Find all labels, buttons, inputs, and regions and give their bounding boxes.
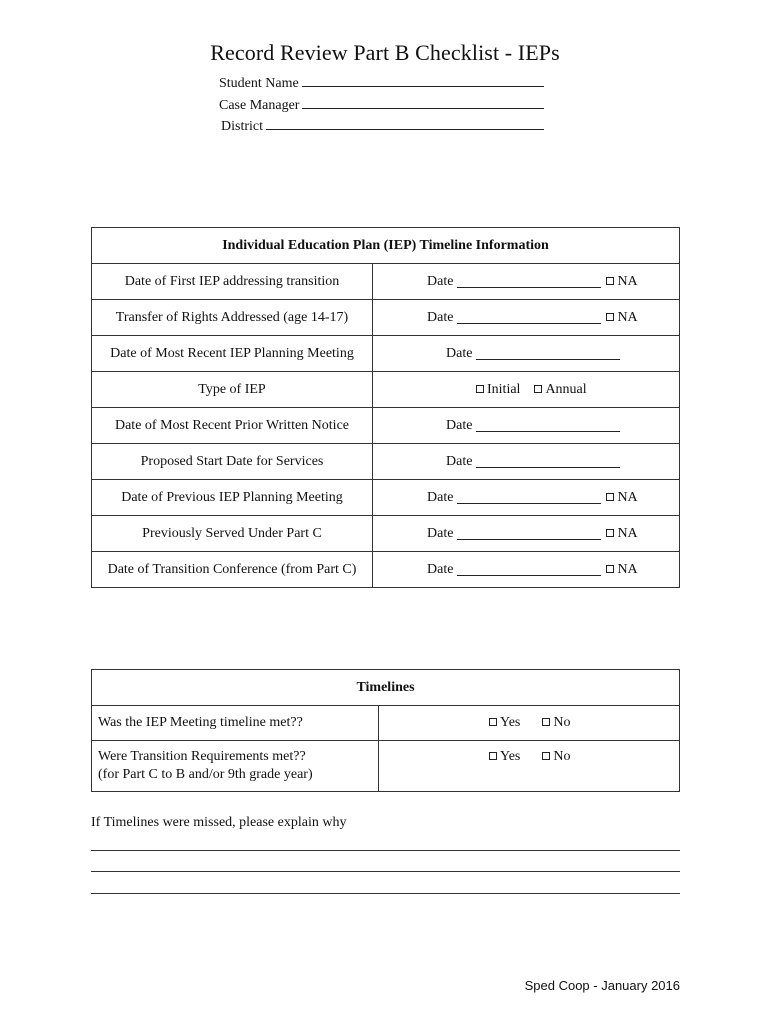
na-checkbox[interactable]: NA — [606, 490, 637, 506]
checkbox-icon — [489, 718, 497, 726]
checkbox-icon — [476, 385, 484, 393]
row-label: Date of Most Recent IEP Planning Meeting — [92, 336, 373, 372]
table-row — [92, 408, 680, 444]
question-subtext: (for Part C to B and/or 9th grade year) — [98, 767, 313, 782]
na-checkbox[interactable]: NA — [606, 310, 637, 326]
table-row — [92, 444, 680, 480]
table-row — [92, 264, 680, 300]
footer-text: Sped Coop - January 2016 — [524, 978, 680, 993]
student-name-blank[interactable] — [302, 74, 544, 87]
checkbox-icon — [534, 385, 542, 393]
yes-checkbox[interactable]: Yes — [489, 749, 520, 765]
date-blank[interactable] — [476, 455, 620, 468]
annual-checkbox[interactable]: Annual — [534, 382, 586, 398]
table-row — [92, 480, 680, 516]
student-name-field[interactable] — [219, 74, 544, 92]
date-label: Date — [427, 489, 454, 505]
checkbox-icon — [542, 718, 550, 726]
date-label: Date — [446, 453, 473, 469]
initial-checkbox[interactable]: Initial — [476, 382, 520, 398]
date-blank[interactable] — [457, 527, 601, 540]
date-blank[interactable] — [457, 563, 601, 576]
timelines-table — [91, 669, 680, 792]
na-checkbox[interactable]: NA — [606, 526, 637, 542]
explain-line[interactable] — [91, 850, 680, 851]
row-label: Date of Transition Conference (from Part C) — [92, 552, 373, 588]
date-blank[interactable] — [476, 419, 620, 432]
date-label: Date — [427, 525, 454, 541]
row-label: Date of Most Recent Prior Written Notice — [92, 408, 373, 444]
case-manager-blank[interactable] — [302, 96, 544, 109]
district-field[interactable] — [221, 117, 544, 135]
question-label: Were Transition Requirements met?? — [98, 749, 306, 764]
checkbox-icon — [606, 529, 614, 537]
row-label: Type of IEP — [92, 372, 373, 408]
date-blank[interactable] — [457, 491, 601, 504]
question-label: Was the IEP Meeting timeline met?? — [92, 706, 379, 741]
district-label: District — [221, 119, 263, 134]
page-title: Record Review Part B Checklist - IEPs — [210, 40, 560, 65]
timelines-heading: Timelines — [92, 670, 680, 706]
date-label: Date — [427, 561, 454, 577]
district-blank[interactable] — [266, 117, 544, 130]
checkbox-icon — [542, 752, 550, 760]
date-label: Date — [446, 417, 473, 433]
row-label: Transfer of Rights Addressed (age 14-17) — [92, 300, 373, 336]
iep-table-heading: Individual Education Plan (IEP) Timeline Information — [92, 228, 680, 264]
date-blank[interactable] — [476, 347, 620, 360]
no-checkbox[interactable]: No — [542, 749, 570, 765]
date-blank[interactable] — [457, 275, 601, 288]
iep-timeline-table — [91, 227, 680, 588]
date-blank[interactable] — [457, 311, 601, 324]
table-row — [92, 300, 680, 336]
row-label: Date of Previous IEP Planning Meeting — [92, 480, 373, 516]
case-manager-label: Case Manager — [219, 98, 300, 113]
checkbox-icon — [606, 565, 614, 573]
explain-line[interactable] — [91, 893, 680, 894]
row-label: Date of First IEP addressing transition — [92, 264, 373, 300]
checkbox-icon — [606, 493, 614, 501]
checkbox-icon — [606, 313, 614, 321]
table-row — [92, 552, 680, 588]
table-row — [92, 516, 680, 552]
table-row — [92, 741, 680, 792]
explain-line[interactable] — [91, 871, 680, 872]
explain-prompt: If Timelines were missed, please explain why — [91, 815, 347, 830]
date-label: Date — [427, 273, 454, 289]
checkbox-icon — [489, 752, 497, 760]
table-row — [92, 336, 680, 372]
na-checkbox[interactable]: NA — [606, 274, 637, 290]
yes-checkbox[interactable]: Yes — [489, 715, 520, 731]
checkbox-icon — [606, 277, 614, 285]
date-label: Date — [427, 309, 454, 325]
table-row — [92, 372, 680, 408]
row-label: Previously Served Under Part C — [92, 516, 373, 552]
row-label: Proposed Start Date for Services — [92, 444, 373, 480]
table-row — [92, 706, 680, 741]
student-name-label: Student Name — [219, 76, 299, 91]
na-checkbox[interactable]: NA — [606, 562, 637, 578]
case-manager-field[interactable] — [219, 96, 544, 114]
date-label: Date — [446, 345, 473, 361]
no-checkbox[interactable]: No — [542, 715, 570, 731]
